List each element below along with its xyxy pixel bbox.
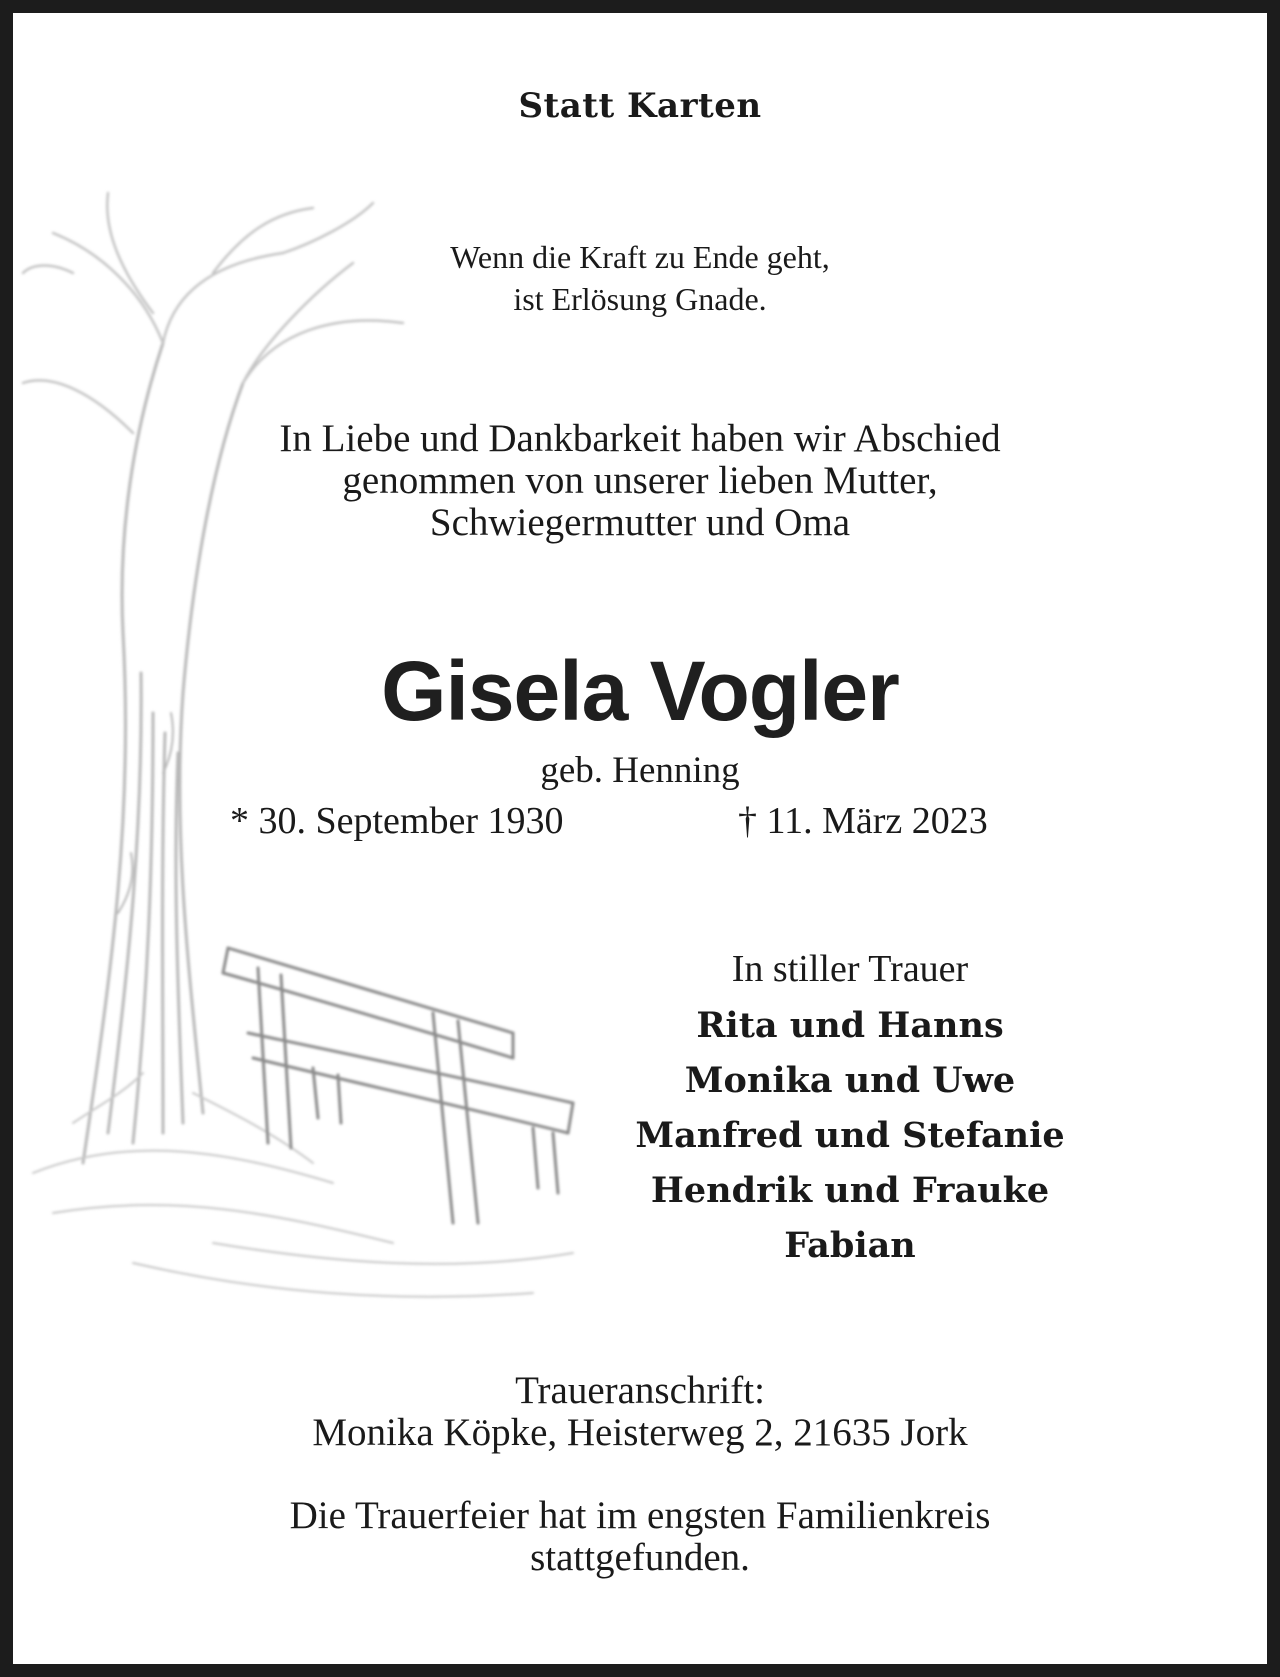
deceased-name: Gisela Vogler (381, 644, 899, 738)
ceremony-line-2: stattgefunden. (530, 1536, 750, 1579)
mourner-name: Fabian (784, 1225, 916, 1266)
quote-line-2: ist Erlösung Gnade. (513, 281, 767, 317)
mourners-label: In stiller Trauer (731, 948, 969, 990)
mourner-name: Monika und Uwe (684, 1060, 1016, 1101)
mourner-name: Rita und Hanns (696, 1005, 1004, 1046)
intro-line-2: genommen von unserer lieben Mutter, (342, 459, 938, 502)
intro-line-3: Schwiegermutter und Oma (429, 501, 851, 544)
address-label: Traueranschrift: (515, 1369, 765, 1412)
ceremony-line-1: Die Trauerfeier hat im engsten Familienkreis (289, 1494, 991, 1537)
mourner-name: Hendrik und Frauke (650, 1170, 1050, 1211)
maiden-name: geb. Henning (540, 750, 740, 791)
address-value: Monika Köpke, Heisterweg 2, 21635 Jork (312, 1411, 968, 1454)
mourners-block (580, 940, 1120, 1273)
header-title: Statt Karten (518, 86, 762, 126)
death-date: † 11. März 2023 (738, 800, 988, 842)
intro-line-1: In Liebe und Dankbarkeit haben wir Abschied (279, 417, 1001, 460)
birth-date: * 30. September 1930 (230, 800, 564, 842)
mourner-name: Manfred und Stefanie (635, 1115, 1065, 1156)
quote-line-1: Wenn die Kraft zu Ende geht, (450, 239, 830, 275)
